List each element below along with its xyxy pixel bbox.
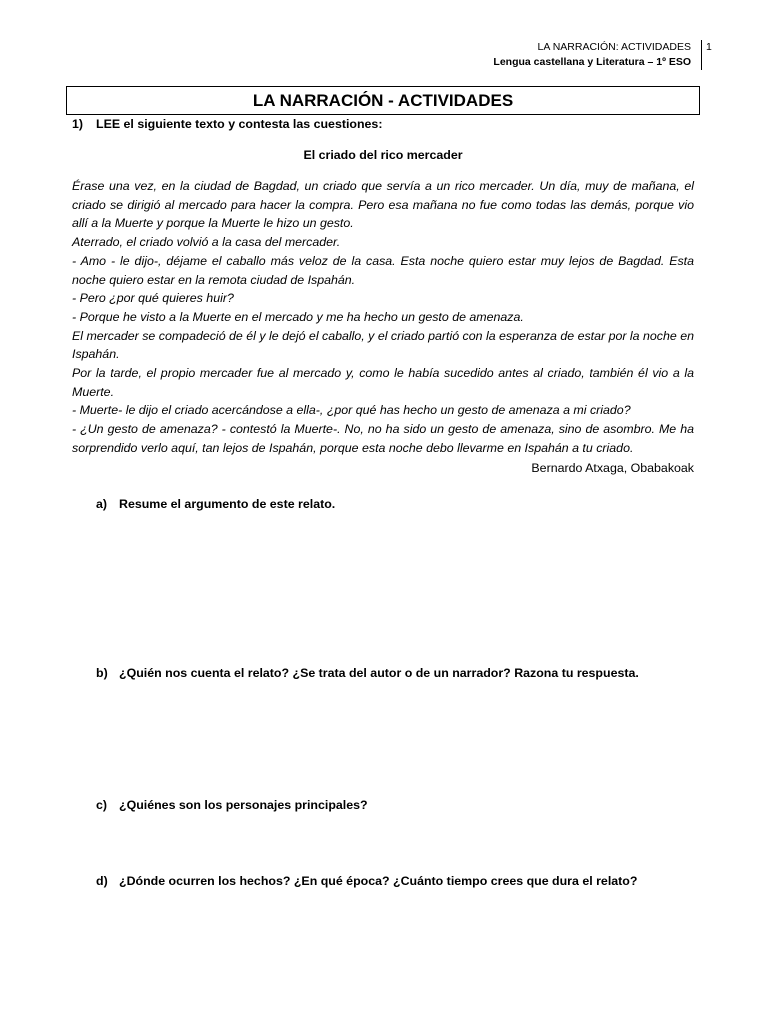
story-paragraph: Por la tarde, el propio mercader fue al mercado y, como le había sucedido antes al criado, también él vio a la Muerte. — [72, 366, 694, 399]
story-paragraph: - Amo - le dijo-, déjame el caballo más veloz de la casa. Esta noche quiero estar muy lejos de Bagdad. Esta noche quiero estar en la remota ciudad de Ispahán. — [72, 253, 694, 287]
story-paragraph: - Porque he visto a la Muerte en el mercado y me ha hecho un gesto de amenaza. — [72, 309, 524, 324]
subquestion-text: ¿Quiénes son los personajes principales? — [119, 798, 368, 812]
subquestion-c — [96, 798, 368, 812]
story-title: El criado del rico mercader — [303, 148, 463, 162]
story-paragraph: - Muerte- le dijo el criado acercándose a ella-, ¿por qué has hecho un gesto de amenaza a mi criado? — [72, 403, 631, 418]
subquestion-letter: b) — [96, 666, 108, 680]
subquestion-text: ¿Dónde ocurren los hechos? ¿En qué época? ¿Cuánto tiempo crees que dura el relato? — [119, 874, 638, 888]
story-paragraph: El mercader se compadeció de él y le dejó el caballo, y el criado partió con la esperanza de estar por la noche en Ispahán. — [72, 328, 694, 362]
subquestion-d — [96, 874, 637, 888]
story-paragraph: Aterrado, el criado volvió a la casa del mercader. — [72, 235, 341, 250]
page-title: LA NARRACIÓN - ACTIVIDADES — [66, 86, 700, 115]
question-number: 1) — [72, 117, 84, 131]
question-1 — [72, 117, 382, 131]
header-subject: Lengua castellana y Literatura – 1º ESO — [493, 56, 691, 68]
story-paragraph: - ¿Un gesto de amenaza? - contestó la Muerte-. No, no ha sido un gesto de amenaza, sino de asombro. Me ha sorprendido verlo aquí, tan lejos de Ispahán, porque esta noche debo llevarme en Ispahán a tu criado. — [72, 422, 694, 455]
question-text: LEE el siguiente texto y contesta las cuestiones: — [96, 117, 383, 131]
story-paragraph: - Pero ¿por qué quieres huir? — [72, 291, 234, 306]
subquestion-a — [96, 497, 335, 511]
story-text — [72, 177, 694, 458]
page-number: 1 — [706, 41, 712, 53]
subquestion-letter: c) — [96, 798, 108, 812]
story-paragraph: Érase una vez, en la ciudad de Bagdad, un criado que servía a un rico mercader. Un día, muy de mañana, el criado se dirigió al mercado para hacer la compra. Pero esa mañana no fue como todas las demás, porque vio allí a la Muerte y porque la Muerte le hizo un gesto. — [72, 179, 694, 231]
subquestion-letter: a) — [96, 497, 108, 511]
subquestion-text: Resume el argumento de este relato. — [119, 497, 336, 511]
header-title: LA NARRACIÓN: ACTIVIDADES — [537, 41, 691, 53]
story-author: Bernardo Atxaga, Obabakoak — [531, 461, 694, 475]
page-header — [493, 40, 702, 70]
subquestion-b — [96, 666, 639, 680]
subquestion-letter: d) — [96, 874, 108, 888]
subquestion-text: ¿Quién nos cuenta el relato? ¿Se trata del autor o de un narrador? Razona tu respuesta. — [119, 666, 639, 680]
